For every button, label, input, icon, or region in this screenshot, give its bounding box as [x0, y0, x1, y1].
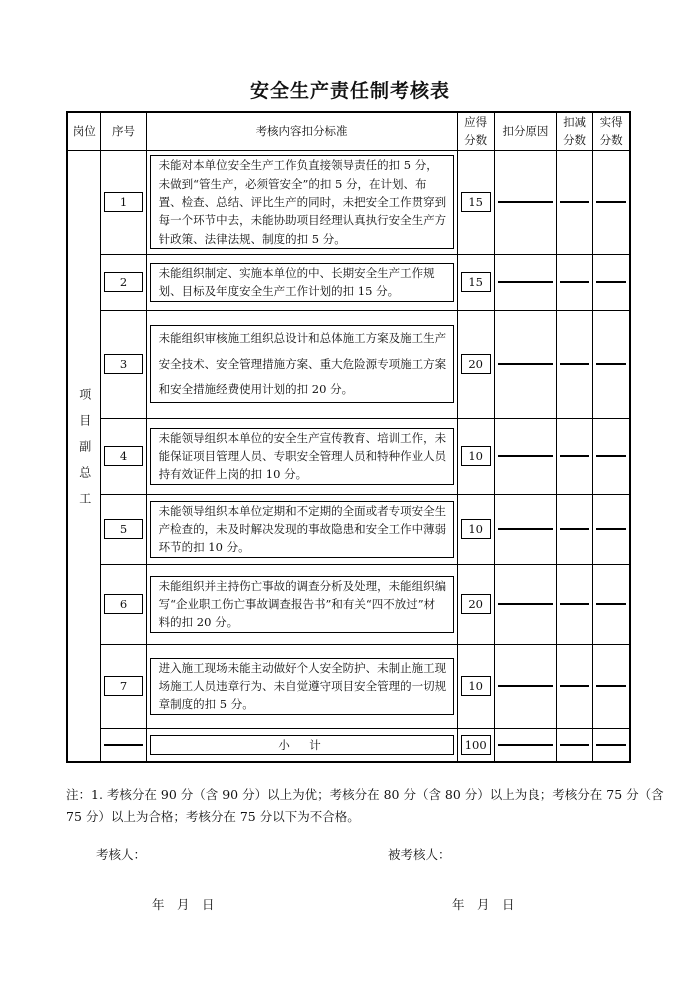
row-actual [596, 528, 626, 530]
row-reason [498, 201, 553, 203]
header-actual: 实得分数 [593, 112, 630, 150]
header-content: 考核内容扣分标准 [146, 112, 457, 150]
row-reason [498, 363, 553, 365]
row-criteria: 未能组织审核施工组织总设计和总体施工方案及施工生产安全技术、安全管理措施方案、重大危险源专项施工方案和安全措施经费使用计划的扣 20 分。 [150, 325, 454, 403]
row-criteria: 未能对本单位安全生产工作负直接领导责任的扣 5 分，未做到“管生产，必须管安全”的扣 5 分，在计划、布置、检查、总结、评比生产的同时，未把安全工作贯穿到每一个环节中去，未能协助项目经理认真执行安全生产方针政策、法律法规、制度的扣 5 分。 [150, 155, 454, 249]
subtotal-row [67, 728, 630, 762]
scoring-note: 注：1. 考核分在 90 分（含 90 分）以上为优；考核分在 80 分（含 80 分）以上为良；考核分在 75 分（含 75 分）以上为合格；考核分在 75 分以下为不合格。 [66, 787, 664, 824]
row-actual [596, 281, 626, 283]
row-actual [596, 685, 626, 687]
row-number: 5 [104, 519, 142, 539]
subtotal-score: 100 [461, 735, 491, 755]
row-deduct [560, 603, 589, 605]
row-actual [596, 603, 626, 605]
row-score: 10 [461, 676, 491, 696]
header-reason: 扣分原因 [494, 112, 556, 150]
row-criteria: 未能领导组织本单位定期和不定期的全面或者专项安全生产检查的，未及时解决发现的事故隐患和安全工作中薄弱环节的扣 10 分。 [150, 501, 454, 558]
position-cell [67, 150, 101, 762]
page-title: 安全生产责任制考核表 [249, 80, 450, 102]
row-actual [596, 363, 626, 365]
row-actual [596, 201, 626, 203]
table-row [67, 254, 630, 310]
assessor-date: 年 月 日 [152, 897, 215, 912]
row-number: 4 [104, 446, 142, 466]
row-reason [498, 603, 553, 605]
header-position: 岗位 [67, 112, 101, 150]
row-deduct [560, 281, 589, 283]
row-criteria: 未能组织制定、实施本单位的中、长期安全生产工作规划、目标及年度安全生产工作计划的扣 15 分。 [150, 263, 454, 302]
row-deduct [560, 528, 589, 530]
row-score: 15 [461, 272, 491, 292]
subtotal-number [104, 744, 142, 746]
position-name: 项目副总工 [77, 388, 92, 519]
table-row [67, 418, 630, 494]
row-reason [498, 455, 553, 457]
table-row [67, 310, 630, 418]
row-actual [596, 455, 626, 457]
header-seq: 序号 [101, 112, 146, 150]
row-criteria: 未能组织并主持伤亡事故的调查分析及处理，未能组织编写“企业职工伤亡事故调查报告书”和有关“四不放过”材料的扣 20 分。 [150, 576, 454, 633]
row-score: 10 [461, 519, 491, 539]
header-deduct: 扣减分数 [556, 112, 592, 150]
table-row [67, 644, 630, 728]
row-deduct [560, 363, 589, 365]
row-reason [498, 528, 553, 530]
row-number: 3 [104, 354, 142, 374]
row-score: 15 [461, 192, 491, 212]
subtotal-deduct [560, 744, 589, 746]
row-number: 6 [104, 594, 142, 614]
row-reason [498, 281, 553, 283]
row-number: 1 [104, 192, 142, 212]
row-criteria: 进入施工现场未能主动做好个人安全防护、未制止施工现场施工人员违章行为、未自觉遵守项目安全管理的一切规章制度的扣 5 分。 [150, 658, 454, 715]
table-row [67, 150, 630, 254]
row-number: 2 [104, 272, 142, 292]
subtotal-actual [596, 744, 626, 746]
subtotal-label: 小 计 [150, 735, 454, 755]
table-row [67, 494, 630, 564]
row-score: 20 [461, 594, 491, 614]
assessor-label: 考核人： [96, 847, 147, 862]
assessee-label: 被考核人： [388, 847, 451, 862]
row-score: 10 [461, 446, 491, 466]
table-row [67, 564, 630, 644]
header-score: 应得分数 [457, 112, 494, 150]
header-row [67, 112, 630, 150]
subtotal-reason [498, 744, 553, 746]
row-number: 7 [104, 676, 142, 696]
row-criteria: 未能领导组织本单位的安全生产宣传教育、培训工作，未能保证项目管理人员、专职安全管理人员和特种作业人员持有效证件上岗的扣 10 分。 [150, 428, 454, 485]
assessment-table [66, 111, 631, 763]
row-reason [498, 685, 553, 687]
row-deduct [560, 455, 589, 457]
row-deduct [560, 201, 589, 203]
row-score: 20 [461, 354, 491, 374]
row-deduct [560, 685, 589, 687]
assessee-date: 年 月 日 [452, 897, 515, 912]
